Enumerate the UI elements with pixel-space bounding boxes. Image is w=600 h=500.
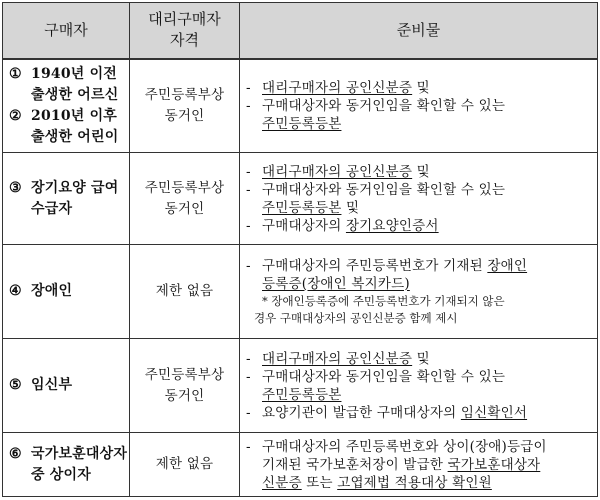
- header-proxy-line1: 대리구매자: [148, 10, 221, 29]
- bullet-dash: -: [246, 79, 251, 96]
- required-document: 고엽제법 적용대상 확인원: [337, 474, 492, 491]
- document-text: 구매대상자와 동거인임을 확인할 수 있는: [262, 97, 506, 114]
- buyer-line: [9, 64, 127, 85]
- document-text: 및: [412, 350, 430, 367]
- requirements-table: [2, 2, 598, 497]
- bullet-dash: -: [246, 97, 251, 114]
- document-line: [246, 368, 593, 386]
- document-line: [246, 275, 593, 293]
- note-line: 경우 구매대상자의 공인신분증 함께 제시: [254, 310, 458, 325]
- buyer-line: [9, 127, 127, 148]
- buyer-line: [9, 465, 127, 486]
- document-text: 구매대상자의 주민등록번호와 상이(장애)등급이: [262, 438, 547, 455]
- header-row: [3, 3, 598, 59]
- qualification-cell: [130, 245, 240, 339]
- buyer-text: 수급자: [31, 200, 73, 217]
- document-line: [246, 257, 593, 275]
- table-row: [3, 153, 598, 245]
- buyer-line: [9, 178, 127, 199]
- bullet-dash: -: [246, 350, 251, 367]
- document-text: 구매대상자의 주민등록번호가 기재된: [262, 257, 488, 274]
- table-row: [3, 245, 598, 339]
- table-row: [3, 339, 598, 433]
- document-text: 및: [412, 163, 430, 180]
- document-text: 및: [412, 79, 430, 96]
- document-text: 요양기관이 발급한 구매대상자의: [262, 404, 461, 421]
- required-document: 대리구매자의 공인신분증: [262, 163, 413, 180]
- required-document: 등록증(장애인 복지카드): [262, 275, 410, 292]
- buyer-text: 출생한 어르신: [31, 86, 119, 103]
- buyer-number: ③: [9, 179, 22, 196]
- document-text: 구매대상자의: [262, 217, 346, 234]
- document-text: 구매대상자와 동거인임을 확인할 수 있는: [262, 368, 506, 385]
- bullet-dash: -: [246, 438, 251, 455]
- document-line: [246, 97, 593, 115]
- table-row: [3, 59, 598, 153]
- bullet-dash: -: [246, 257, 251, 274]
- note-line: * 장애인등록증에 주민등록번호가 기재되지 않은: [262, 293, 505, 308]
- qualification-text: 제한 없음: [155, 283, 214, 299]
- document-line: [246, 404, 593, 422]
- qualification-cell: [130, 339, 240, 433]
- required-document: 주민등록등본: [262, 115, 342, 132]
- required-document: 주민등록등본: [262, 386, 342, 403]
- buyer-text: 국가보훈대상자: [31, 445, 128, 462]
- buyer-text: 장애인: [31, 283, 73, 299]
- document-line: [246, 474, 593, 492]
- required-document: 대리구매자의 공인신분증: [262, 79, 413, 96]
- required-document: 대리구매자의 공인신분증: [262, 350, 413, 367]
- documents-cell: [240, 245, 598, 339]
- qualification-text: 동거인: [164, 387, 205, 404]
- buyer-text: 2010년 이후: [31, 107, 118, 124]
- buyer-cell: [3, 153, 130, 245]
- buyer-cell: [3, 59, 130, 153]
- required-document: 장애인: [487, 257, 528, 274]
- document-line: [246, 350, 593, 368]
- qualification-text: 제한 없음: [155, 456, 214, 472]
- table-body: [3, 59, 598, 497]
- document-line: [246, 217, 593, 235]
- required-document: 장기요양인증서: [345, 217, 439, 234]
- buyer-line: [9, 85, 127, 106]
- documents-cell: [240, 339, 598, 433]
- bullet-dash: -: [246, 217, 251, 234]
- bullet-dash: -: [246, 163, 251, 180]
- qualification-cell: [130, 153, 240, 245]
- buyer-number: ⑥: [9, 445, 22, 462]
- buyer-line: [9, 199, 127, 220]
- buyer-cell: [3, 245, 130, 339]
- document-line: [246, 456, 593, 474]
- document-text: 및: [341, 199, 360, 216]
- qualification-text: 주민등록부상: [144, 366, 225, 383]
- document-text: 기재된 국가보훈처장이 발급한: [262, 456, 448, 473]
- buyer-cell: [3, 433, 130, 497]
- documents-cell: [240, 433, 598, 497]
- buyer-cell: [3, 339, 130, 433]
- qualification-text: 동거인: [164, 200, 205, 217]
- required-document: 주민등록등본: [262, 199, 342, 216]
- header-documents: 준비물: [240, 3, 598, 59]
- document-line: [246, 79, 593, 97]
- document-text: 또는: [301, 474, 338, 491]
- buyer-line: [9, 281, 127, 302]
- document-text: 구매대상자와 동거인임을 확인할 수 있는: [262, 181, 506, 198]
- buyer-number: ②: [9, 107, 22, 124]
- header-proxy-line2: 자격: [170, 31, 199, 50]
- qualification-text: 주민등록부상: [144, 86, 225, 103]
- buyer-number: ④: [9, 283, 22, 299]
- buyer-text: 중 상이자: [31, 466, 91, 483]
- required-document: 신분증: [262, 474, 302, 491]
- document-line: [246, 163, 593, 181]
- buyer-text: 임신부: [31, 377, 73, 393]
- qualification-cell: [130, 59, 240, 153]
- buyer-text: 1940년 이전: [31, 65, 118, 82]
- document-line: [246, 181, 593, 199]
- header-proxy-qualification: [130, 3, 240, 59]
- document-line: [246, 386, 593, 404]
- bullet-dash: -: [246, 368, 251, 385]
- document-line: [246, 115, 593, 133]
- qualification-text: 주민등록부상: [144, 179, 225, 196]
- qualification-cell: [130, 433, 240, 497]
- table-row: [3, 433, 598, 497]
- buyer-number: ①: [9, 65, 22, 82]
- documents-cell: [240, 153, 598, 245]
- required-document: 국가보훈대상자: [447, 456, 541, 473]
- buyer-text: 장기요양 급여: [31, 179, 119, 196]
- bullet-dash: -: [246, 404, 251, 421]
- buyer-line: [9, 375, 127, 396]
- document-line: [246, 438, 593, 456]
- required-document: 임신확인서: [460, 404, 528, 421]
- documents-cell: [240, 59, 598, 153]
- bullet-dash: -: [246, 181, 251, 198]
- buyer-number: ⑤: [9, 377, 22, 393]
- header-buyer: 구매자: [3, 3, 130, 59]
- document-line: [246, 199, 593, 217]
- qualification-text: 동거인: [164, 107, 205, 124]
- buyer-line: [9, 106, 127, 127]
- buyer-text: 출생한 어린이: [31, 128, 119, 145]
- buyer-line: [9, 444, 127, 465]
